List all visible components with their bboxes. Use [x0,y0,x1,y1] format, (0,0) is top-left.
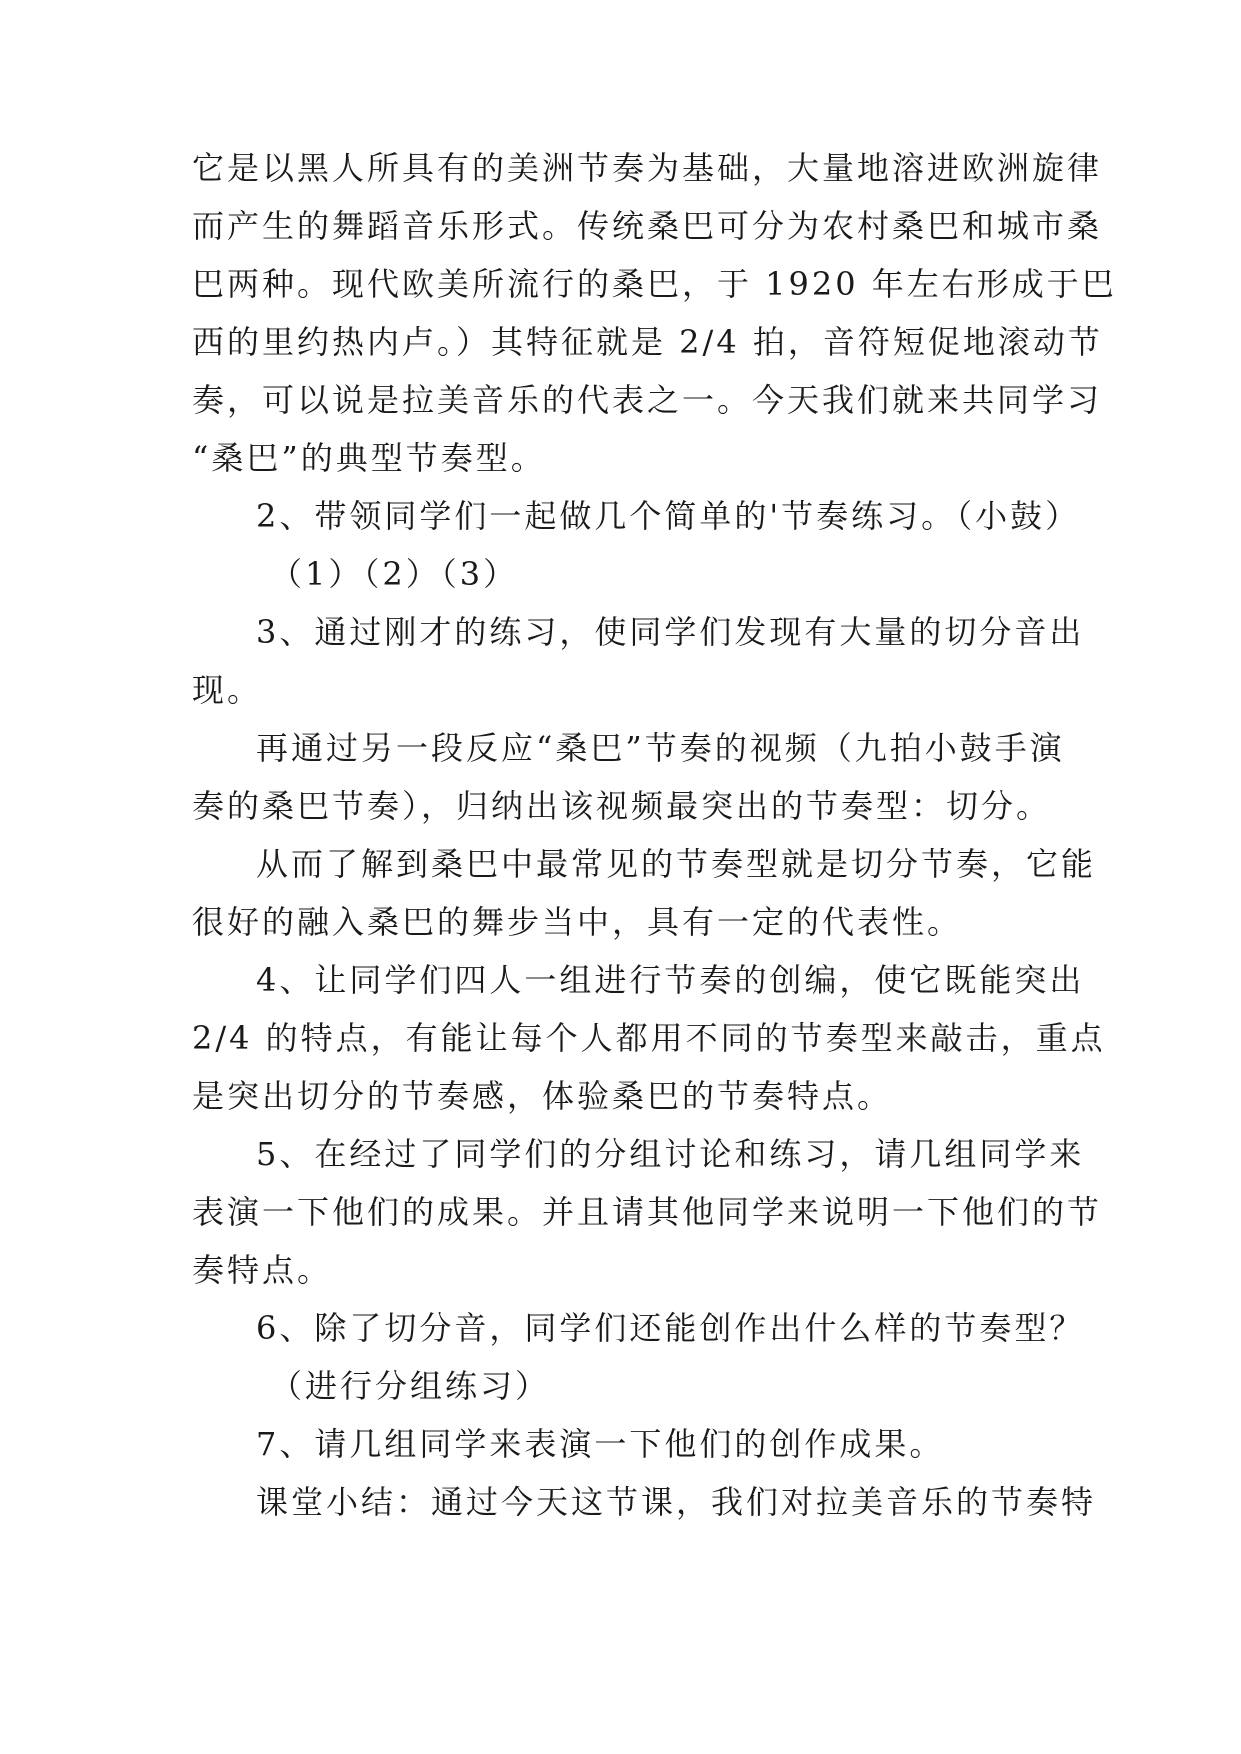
paragraph-line: 西的里约热内卢。）其特征就是 2/4 拍，音符短促地滚动节 [192,323,1103,361]
paragraph-line: 巴两种。现代欧美所流行的桑巴，于 1920 年左右形成于巴 [192,265,1117,303]
step-6-line: 6、除了切分音，同学们还能创作出什么样的节奏型？ [256,1309,1085,1347]
paragraph-line: 是突出切分的节奏感，体验桑巴的节奏特点。 [192,1077,893,1115]
paragraph-line: 再通过另一段反应“桑巴”节奏的视频（九拍小鼓手演 [256,729,1065,767]
paragraph-line: 而产生的舞蹈音乐形式。传统桑巴可分为农村桑巴和城市桑 [192,207,1103,245]
paragraph-line: 很好的融入桑巴的舞步当中，具有一定的代表性。 [192,903,963,941]
paragraph-line: “桑巴”的典型节奏型。 [192,439,546,477]
paragraph-line: 现。 [192,671,263,709]
step-3-line: 3、通过刚才的练习，使同学们发现有大量的切分音出 [256,613,1085,651]
paragraph-line: 它是以黑人所具有的美洲节奏为基础，大量地溶进欧洲旋律 [192,149,1103,187]
exercise-numbers: （1）（2）（3） [270,555,519,593]
group-practice-note: （进行分组练习） [270,1367,551,1405]
step-4-line: 4、让同学们四人一组进行节奏的创编，使它既能突出 [256,961,1085,999]
paragraph-line: 奏特点。 [192,1251,333,1289]
paragraph-line: 奏的桑巴节奏），归纳出该视频最突出的节奏型：切分。 [192,787,1052,825]
step-5-line: 5、在经过了同学们的分组讨论和练习，请几组同学来 [256,1135,1085,1173]
class-summary-line: 课堂小结：通过今天这节课，我们对拉美音乐的节奏特 [256,1483,1097,1521]
paragraph-line: 从而了解到桑巴中最常见的节奏型就是切分节奏，它能 [256,845,1097,883]
step-7-line: 7、请几组同学来表演一下他们的创作成果。 [256,1425,945,1463]
step-2-line: 2、带领同学们一起做几个简单的'节奏练习。（小鼓） [256,497,1081,535]
paragraph-line: 表演一下他们的成果。并且请其他同学来说明一下他们的节 [192,1193,1103,1231]
paragraph-line: 奏，可以说是拉美音乐的代表之一。今天我们就来共同学习 [192,381,1103,419]
paragraph-line: 2/4 的特点，有能让每个人都用不同的节奏型来敲击，重点 [192,1019,1106,1057]
